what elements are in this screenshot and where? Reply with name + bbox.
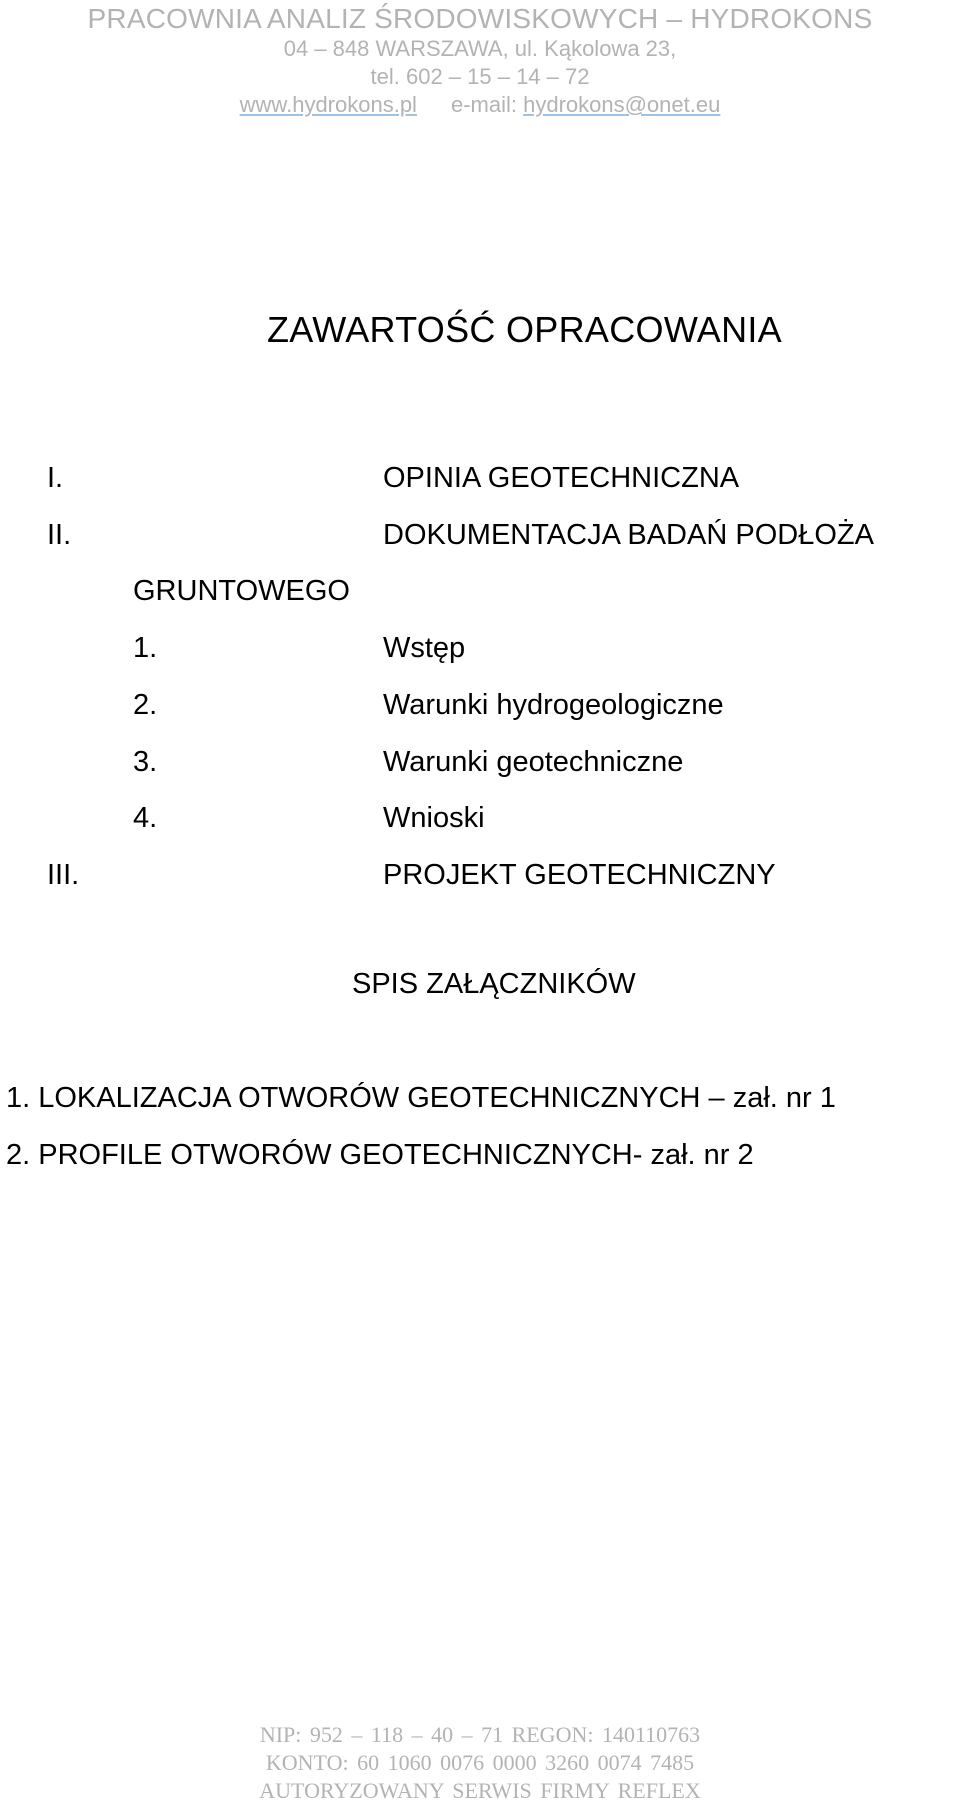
toc-number: I. — [47, 462, 64, 494]
toc-number: 2. — [133, 689, 158, 721]
footer-bank-account: KONTO: 60 1060 0076 0000 3260 0074 7485 — [265, 1750, 695, 1775]
website-link[interactable]: www.hydrokons.pl — [239, 92, 417, 117]
attachment-item-2: 2. PROFILE OTWORÓW GEOTECHNICZNYCH- zał. nr 2 — [6, 1139, 754, 1171]
toc-text: Warunki hydrogeologiczne — [383, 689, 724, 721]
toc-text: GRUNTOWEGO — [133, 575, 350, 607]
toc-text: DOKUMENTACJA BADAŃ PODŁOŻA — [383, 519, 874, 551]
toc-number: II. — [47, 519, 72, 551]
toc-number: 4. — [133, 802, 158, 834]
toc-number: III. — [47, 859, 80, 891]
email-link[interactable]: hydrokons@onet.eu — [523, 92, 721, 117]
toc-text: Warunki geotechniczne — [383, 746, 684, 778]
company-address: 04 – 848 WARSZAWA, ul. Kąkolowa 23, — [283, 36, 677, 61]
toc-number: 3. — [133, 746, 158, 778]
toc-text: Wnioski — [383, 802, 485, 834]
email-label: e-mail: — [450, 92, 517, 117]
toc-number: 1. — [133, 632, 158, 664]
company-contact — [0, 92, 960, 118]
toc-text: PROJEKT GEOTECHNICZNY — [383, 859, 776, 891]
attachment-item-1: 1. LOKALIZACJA OTWORÓW GEOTECHNICZNYCH – zał. nr 1 — [6, 1082, 836, 1114]
company-phone: tel. 602 – 15 – 14 – 72 — [370, 64, 590, 89]
toc-text: OPINIA GEOTECHNICZNA — [383, 462, 740, 494]
footer-service-note: AUTORYZOWANY SERWIS FIRMY REFLEX — [259, 1778, 701, 1803]
attachments-title: SPIS ZAŁĄCZNIKÓW — [352, 968, 636, 1000]
company-name: PRACOWNIA ANALIZ ŚRODOWISKOWYCH – HYDROKONS — [87, 3, 873, 34]
toc-text: Wstęp — [383, 632, 466, 664]
page-title: ZAWARTOŚĆ OPRACOWANIA — [266, 309, 782, 350]
footer-tax-ids: NIP: 952 – 118 – 40 – 71 REGON: 140110763 — [259, 1722, 701, 1747]
